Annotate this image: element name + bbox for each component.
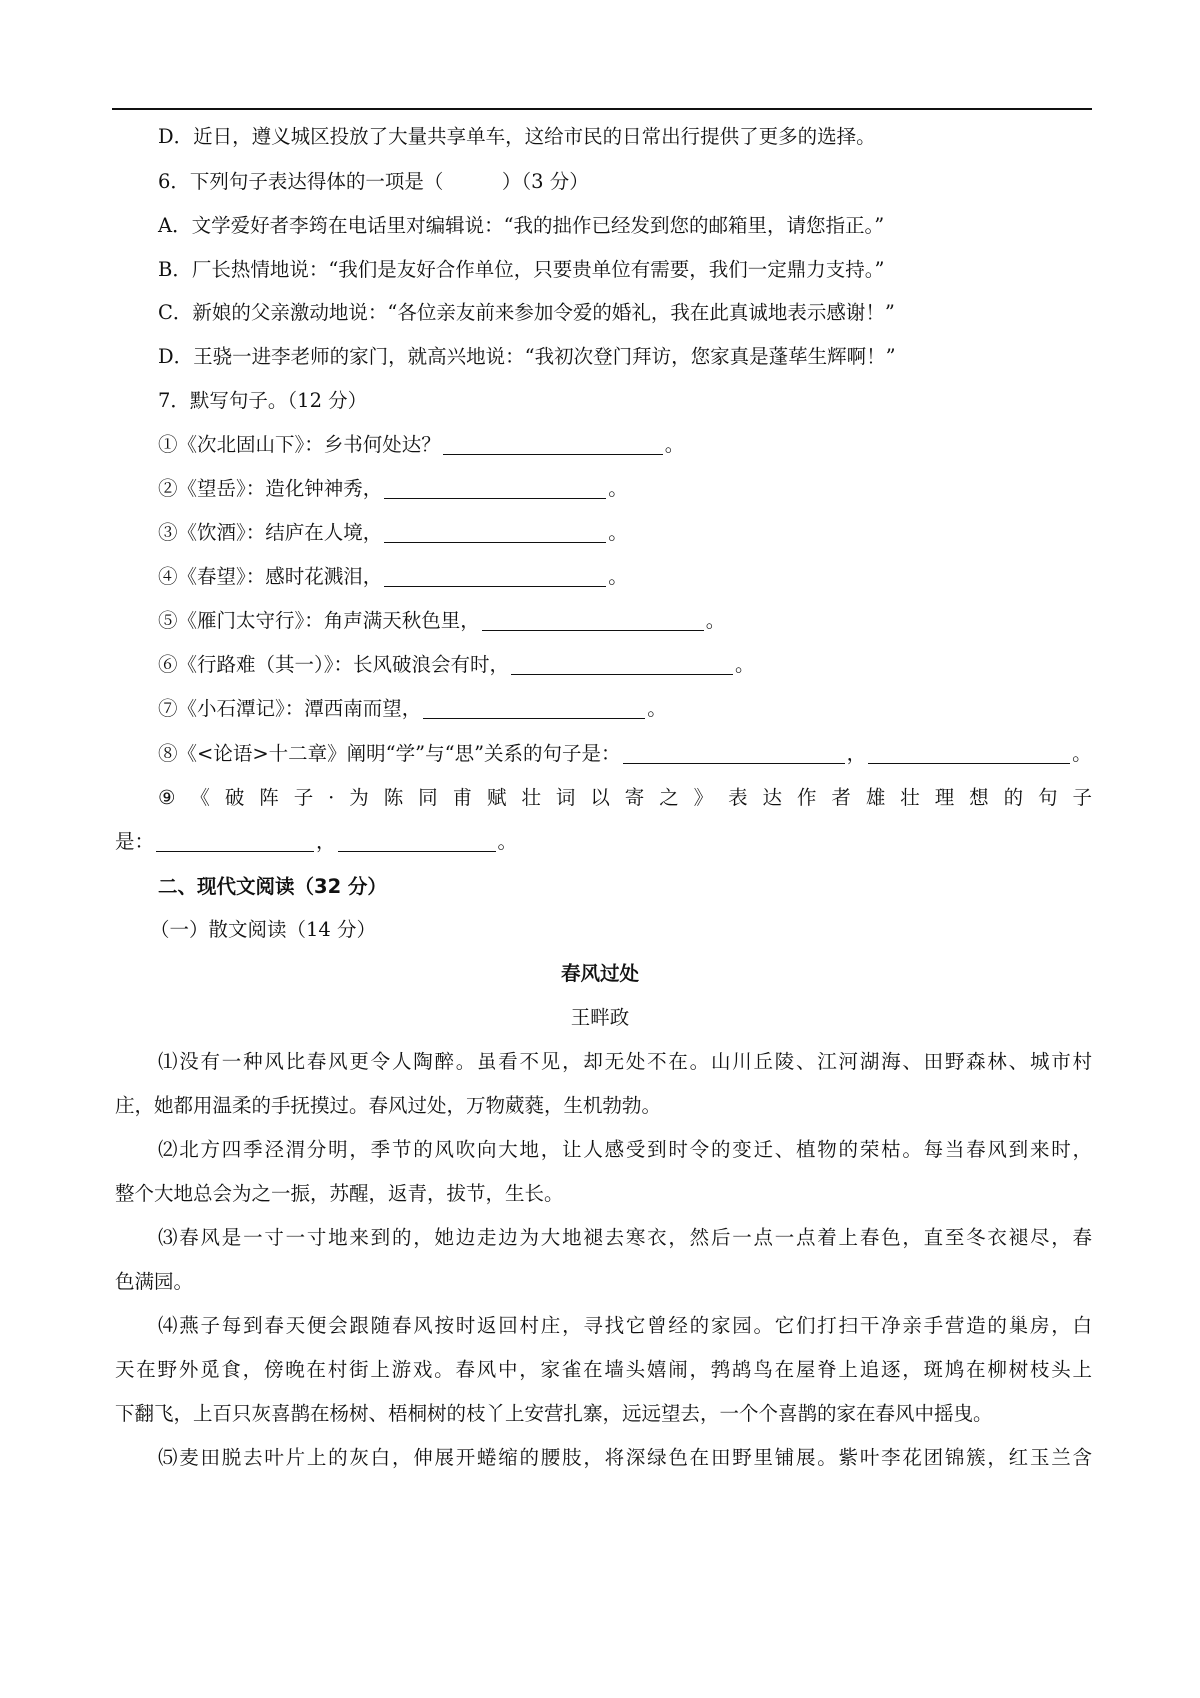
q6-option-b: B．厂长热情地说：“我们是友好合作单位，只要贵单位有需要，我们一定鼎力支持。” (158, 258, 885, 281)
answer-blank[interactable] (384, 566, 606, 587)
q6-option-a: A．文学爱好者李筠在电话里对编辑说：“我的拙作已经发到您的邮箱里，请您指正。” (158, 214, 885, 237)
q7-item-9-char: 者 (831, 786, 851, 809)
q7-item-9-char: 陈 (383, 786, 404, 809)
answer-blank[interactable] (338, 831, 496, 852)
answer-blank[interactable] (868, 743, 1070, 764)
answer-blank[interactable] (156, 831, 314, 852)
q7-item-2-prompt: ②《望岳》：造化钟神秀， (158, 477, 383, 500)
paragraph-5-line-1: ⑸麦田脱去叶片上的灰白，伸展开蜷缩的腰肢，将深绿色在田野里铺展。紫叶李花团锦簇，红玉兰含 (158, 1446, 1092, 1469)
answer-blank[interactable] (423, 698, 645, 719)
paragraph-4-line-3: 下翻飞，上百只灰喜鹊在杨树、梧桐树的枝丫上安营扎寨，远远望去，一个个喜鹊的家在春风中摇曳。 (115, 1402, 993, 1425)
q7-item-8 (158, 741, 1092, 767)
q7-item-2-period: 。 (608, 477, 628, 500)
q7-item-9-char: 同 (418, 786, 438, 809)
q5-option-d: D．近日，遵义城区投放了大量共享单车，这给市民的日常出行提供了更多的选择。 (158, 125, 876, 148)
q7-item-9-char: 子 (293, 786, 314, 809)
section-heading: 二、现代文阅读（32 分） (158, 875, 387, 898)
answer-blank[interactable] (384, 478, 606, 499)
q7-item-9-char: 为 (349, 786, 369, 809)
q7-item-9-char: 破 (224, 786, 245, 809)
q7-item-9 (158, 785, 1092, 811)
q7-item-6-prompt: ⑥《行路难（其一）》：长风破浪会有时， (158, 653, 510, 676)
q7-item-9-char: 之 (659, 786, 679, 809)
q7-item-9-char: 的 (1003, 786, 1024, 809)
q7-item-4 (158, 564, 628, 590)
q7-item-7 (158, 696, 667, 722)
q7-item-4-period: 。 (608, 565, 628, 588)
q7-item-9-prompt: 是： (115, 830, 155, 853)
q7-item-5-period: 。 (705, 609, 726, 632)
q7-item-9-char: 赋 (487, 786, 507, 809)
q7-item-9-char: · (328, 786, 335, 809)
subsection-heading: （一）散文阅读（14 分） (150, 918, 377, 941)
q7-item-8-prompt: ⑧《<论语>十二章》阐明“学”与“思”关系的句子是： (158, 742, 621, 765)
header-rule (112, 108, 1092, 110)
q7-item-3 (158, 520, 628, 546)
q7-stem: 7．默写句子。（12 分） (158, 389, 368, 412)
q7-item-9-period: 。 (497, 830, 518, 853)
q7-item-1-period: 。 (664, 433, 685, 456)
q7-item-7-period: 。 (647, 697, 667, 720)
paragraph-4-line-2: 天在野外觅食，傍晚在村街上游戏。春风中，家雀在墙头嬉闹，鹁鸪鸟在屋脊上追逐，斑鸠在柳树枝头上 (115, 1358, 1092, 1381)
q7-item-9-char: 想 (969, 786, 989, 809)
q7-item-9-char: 达 (762, 786, 783, 809)
q7-item-9-char: 作 (796, 786, 817, 809)
answer-blank[interactable] (482, 610, 704, 631)
q7-item-3-prompt: ③《饮酒》：结庐在人境， (158, 521, 383, 544)
paragraph-3-line-2: 色满园。 (115, 1270, 194, 1293)
q7-item-9-char: 阵 (259, 786, 279, 809)
q7-item-4-prompt: ④《春望》：感时花溅泪， (158, 565, 383, 588)
q7-item-9-comma: ， (316, 830, 336, 853)
answer-blank[interactable] (511, 654, 733, 675)
q7-item-9-char: 词 (555, 786, 576, 809)
answer-blank[interactable] (623, 743, 845, 764)
q7-item-9-char: 句 (1038, 786, 1058, 809)
q7-item-8-comma: ， (846, 742, 867, 765)
q7-item-1-prompt: ①《次北固山下》：乡书何处达？ (158, 433, 441, 456)
article-title: 春风过处 (560, 962, 639, 985)
q6-stem: 6．下列句子表达得体的一项是（ ）（3 分） (158, 170, 589, 193)
paragraph-1-line-1: ⑴没有一种风比春风更令人陶醉。虽看不见，却无处不在。山川丘陵、江河湖海、田野森林、城市村 (158, 1050, 1092, 1073)
q6-option-d: D．王骁一进李老师的家门，就高兴地说：“我初次登门拜访，您家真是蓬荜生辉啊！” (158, 345, 896, 368)
q7-item-5-prompt: ⑤《雁门太守行》：角声满天秋色里， (158, 609, 480, 632)
q7-item-9-char: 《 (190, 786, 210, 809)
q7-item-9-char: 》 (693, 786, 714, 809)
answer-blank[interactable] (384, 522, 606, 543)
paragraph-3-line-1: ⑶春风是一寸一寸地来到的，她边走边为大地褪去寒衣，然后一点一点着上春色，直至冬衣褪尽，春 (158, 1226, 1092, 1249)
q7-item-9-char: 雄 (865, 786, 886, 809)
paragraph-1-line-2: 庄，她都用温柔的手抚摸过。春风过处，万物葳蕤，生机勃勃。 (115, 1094, 662, 1117)
paragraph-4-line-1: ⑷燕子每到春天便会跟随春风按时返回村庄，寻找它曾经的家园。它们打扫干净亲手营造的巢房，白 (158, 1314, 1092, 1337)
paragraph-2-line-2: 整个大地总会为之一振，苏醒，返青，拔节，生长。 (115, 1182, 564, 1205)
q7-item-9-char: ⑨ (158, 786, 176, 809)
q7-item-1 (158, 432, 684, 458)
q7-item-6-period: 。 (735, 653, 755, 676)
q7-item-6 (158, 652, 755, 678)
q7-item-3-period: 。 (608, 521, 628, 544)
q7-item-9-char: 甫 (452, 786, 473, 809)
q7-item-9-char: 壮 (521, 786, 541, 809)
q7-item-9-char: 以 (590, 786, 610, 809)
q7-item-8-period: 。 (1072, 742, 1092, 765)
q7-item-9-cont (115, 829, 517, 855)
q7-item-9-char: 理 (934, 786, 955, 809)
article-author: 王畔政 (570, 1006, 630, 1029)
q6-option-c: C．新娘的父亲激动地说：“各位亲友前来参加令爱的婚礼，我在此真诚地表示感谢！” (158, 301, 895, 324)
q7-item-2 (158, 476, 628, 502)
q7-item-7-prompt: ⑦《小石潭记》：潭西南而望， (158, 697, 422, 720)
answer-blank[interactable] (443, 434, 663, 455)
paragraph-2-line-1: ⑵北方四季泾渭分明，季节的风吹向大地，让人感受到时令的变迁、植物的荣枯。每当春风到来时， (158, 1138, 1092, 1161)
q7-item-9-char: 子 (1072, 786, 1092, 809)
q7-item-9-char: 表 (728, 786, 748, 809)
q7-item-9-char: 寄 (624, 786, 645, 809)
q7-item-5 (158, 608, 725, 634)
q7-item-9-char: 壮 (900, 786, 920, 809)
